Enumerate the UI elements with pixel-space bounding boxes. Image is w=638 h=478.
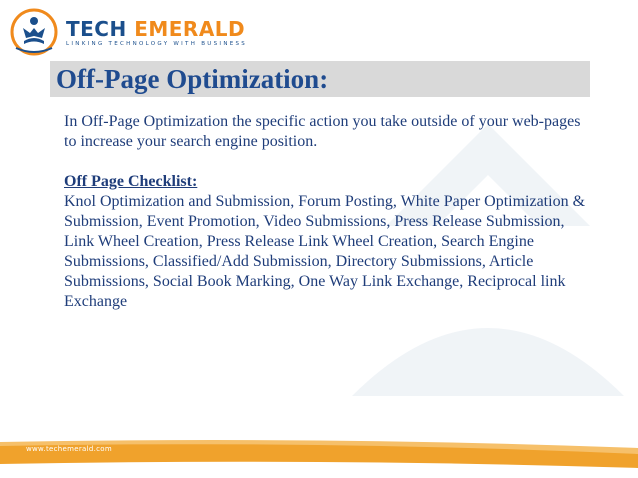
page-title: Off-Page Optimization: [56,64,329,94]
brand-tagline: LINKING TECHNOLOGY WITH BUSINESS [66,40,248,47]
brand-logo [10,6,247,58]
footer [0,438,638,478]
brand-name-part2: EMERALD [134,16,246,41]
brand-name [66,18,247,40]
intro-paragraph: In Off-Page Optimization the specific action you take outside of your web-pages to increase your search engine position. [64,113,581,150]
checklist-heading: Off Page Checklist: [64,173,198,190]
footer-wave-band [0,438,638,478]
brand-name-part1: TECH [66,16,127,41]
footer-website-link[interactable]: www.techemerald.com [26,445,112,453]
slide-content [64,112,594,312]
reader-figure-logo-icon [10,8,58,56]
title-bar [50,61,590,97]
checklist-body: Knol Optimization and Submission, Forum Posting, White Paper Optimization & Submission, Event Promotion, Video Submissions, Press Release Submission, Link Wheel Creation, Press Release Link Wheel Creation, Search Engine Submissions, Classified/Add Submission, Directory Submissions, Article Submissions, Social Book Marking, One Way Link Exchange, Reciprocal link Exchange [64,193,586,310]
